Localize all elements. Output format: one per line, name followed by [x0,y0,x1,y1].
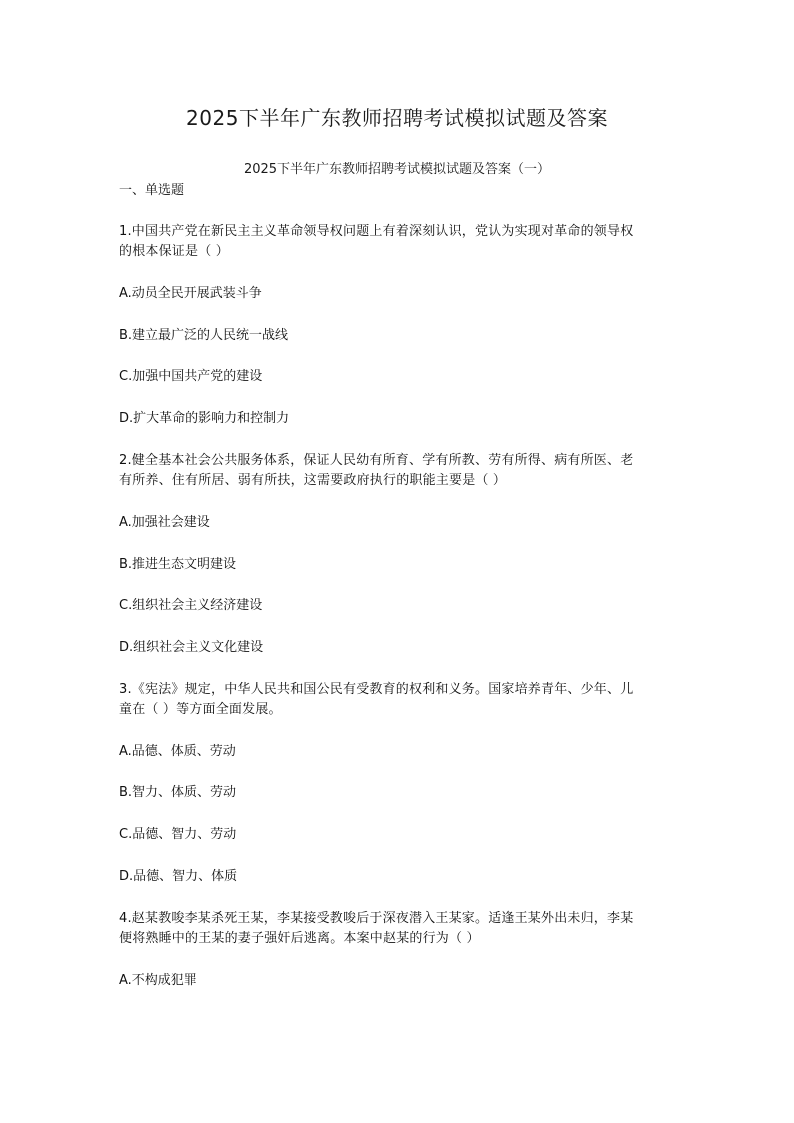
question-3-option-d: D.品德、智力、体质 [119,869,238,884]
question-4-option-a: A.不构成犯罪 [119,973,197,988]
question-3-line-1: 3.《宪法》规定，中华人民共和国公民有受教育的权利和义务。国家培养青年、少年、儿 [119,682,634,697]
question-4-line-1: 4.赵某教唆李某杀死王某，李某接受教唆后于深夜潜入王某家。适逢王某外出未归，李某 [119,911,634,926]
question-1-option-b: B.建立最广泛的人民统一战线 [119,328,289,343]
question-2-option-c: C.组织社会主义经济建设 [119,598,263,613]
question-3-option-a: A.品德、体质、劳动 [119,744,236,759]
question-2-line-1: 2.健全基本社会公共服务体系，保证人民幼有所育、学有所教、劳有所得、病有所医、老 [119,453,634,468]
question-4-line-2: 便将熟睡中的王某的妻子强奸后逃离。本案中赵某的行为（ ） [119,931,480,946]
question-1-line-1: 1.中国共产党在新民主主义革命领导权问题上有着深刻认识，党认为实现对革命的领导权 [119,224,634,239]
section-heading: 一、单选题 [119,183,185,198]
question-2-option-b: B.推进生态文明建设 [119,557,237,572]
question-3-line-2: 童在（ ）等方面全面发展。 [119,702,282,717]
question-2-option-a: A.加强社会建设 [119,515,210,530]
question-3-option-c: C.品德、智力、劳动 [119,827,237,842]
question-1-option-c: C.加强中国共产党的建设 [119,369,263,384]
question-2-option-d: D.组织社会主义文化建设 [119,640,264,655]
document-subtitle: 2025下半年广东教师招聘考试模拟试题及答案（一） [243,162,551,177]
document-title: 2025下半年广东教师招聘考试模拟试题及答案 [186,106,608,130]
question-1-line-2: 的根本保证是（ ） [119,244,229,259]
question-3-option-b: B.智力、体质、劳动 [119,785,237,800]
question-1-option-a: A.动员全民开展武装斗争 [119,286,262,301]
question-2-line-2: 有所养、住有所居、弱有所扶，这需要政府执行的职能主要是（ ） [119,473,507,488]
question-1-option-d: D.扩大革命的影响力和控制力 [119,411,290,426]
